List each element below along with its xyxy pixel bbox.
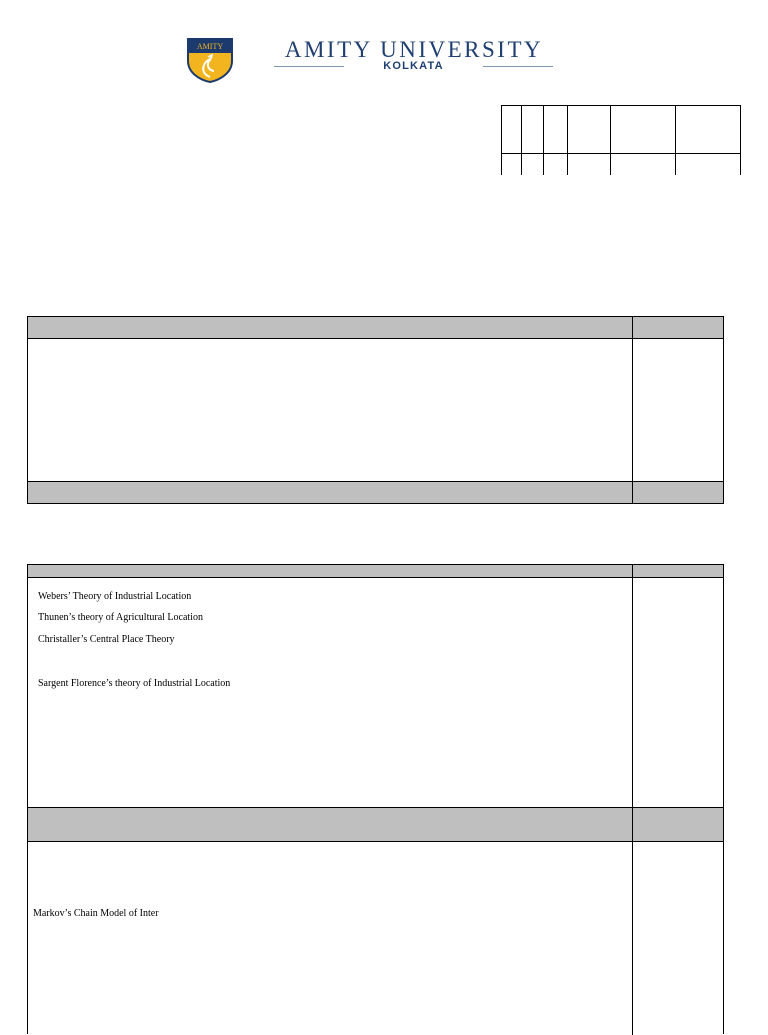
row-divider bbox=[28, 481, 723, 482]
campus-name: KOLKATA bbox=[383, 60, 444, 72]
row-divider bbox=[28, 577, 723, 578]
list-item: Christaller’s Central Place Theory bbox=[38, 634, 175, 645]
list-item: Markov’s Chain Model of Inter bbox=[33, 908, 159, 919]
table-header-band bbox=[28, 565, 723, 577]
university-name: AMITY UNIVERSITY bbox=[284, 37, 544, 62]
list-item: Webers’ Theory of Industrial Location bbox=[38, 591, 192, 602]
row-divider bbox=[28, 841, 723, 842]
table-footer-band bbox=[28, 482, 723, 503]
list-item: Thunen’s theory of Agricultural Location bbox=[38, 612, 203, 623]
column-divider bbox=[632, 565, 633, 1035]
university-crest-logo bbox=[186, 37, 234, 83]
section-header-band bbox=[28, 808, 723, 841]
syllabus-table bbox=[27, 564, 724, 1034]
row-divider bbox=[28, 338, 723, 339]
svg-text:AMITY: AMITY bbox=[196, 42, 224, 51]
list-item: Sargent Florence’s theory of Industrial Location bbox=[38, 678, 231, 689]
course-details-table bbox=[27, 316, 724, 504]
table-header-band bbox=[28, 317, 723, 338]
brand-rule-right bbox=[483, 66, 553, 67]
column-divider bbox=[632, 317, 633, 503]
roll-number-grid bbox=[501, 105, 741, 175]
brand-rule-left bbox=[274, 66, 344, 67]
